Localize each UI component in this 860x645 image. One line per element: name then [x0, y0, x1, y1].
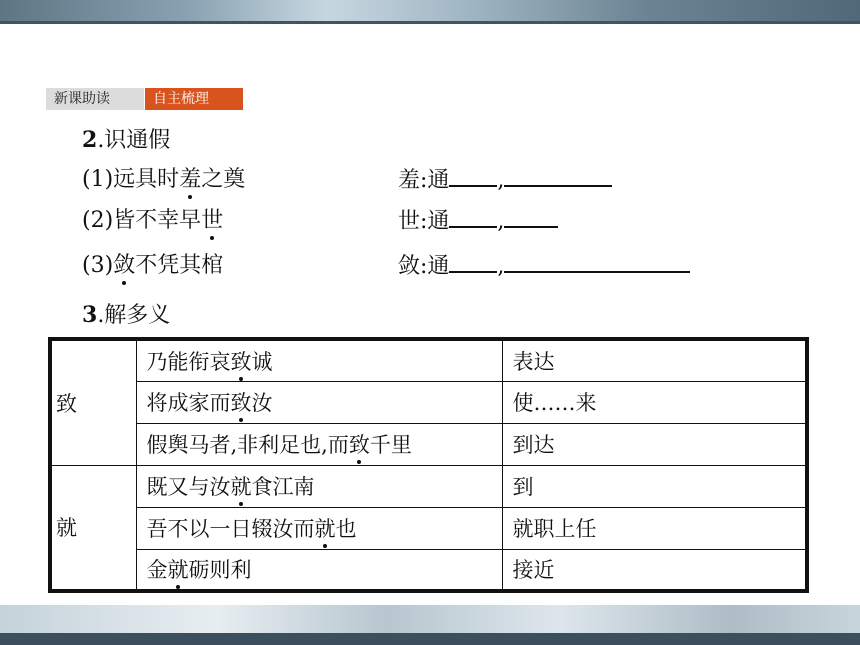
top-decorative-bar — [0, 0, 860, 24]
meaning-cell: 接近 — [502, 549, 807, 591]
tag-new-lesson-guide: 新课助读 — [46, 88, 144, 110]
tongjia-answer-2: 世:通 , — [398, 208, 558, 235]
example-sentence: 乃能衔哀致诚 — [136, 339, 502, 381]
meaning-cell: 就职上任 — [502, 507, 807, 549]
polysemy-word: 就 — [50, 465, 136, 591]
tag-self-study: 自主梳理 — [145, 88, 243, 110]
example-sentence: 金就砺则利 — [136, 549, 502, 591]
meaning-cell: 到 — [502, 465, 807, 507]
tongjia-item-3: (3)敛不凭其棺 — [82, 253, 224, 278]
polysemy-table — [48, 337, 809, 593]
section-3-heading: 3.解多义 — [82, 302, 171, 328]
example-sentence: 吾不以一日辍汝而就也 — [136, 507, 502, 549]
table-row — [50, 423, 807, 465]
meaning-cell: 表达 — [502, 339, 807, 381]
example-sentence: 将成家而致汝 — [136, 381, 502, 423]
table-row — [50, 339, 807, 381]
example-sentence: 假舆马者,非利足也,而致千里 — [136, 423, 502, 465]
table-row — [50, 381, 807, 423]
answer-blank[interactable] — [504, 167, 612, 187]
table-row — [50, 549, 807, 591]
section-2-heading: 2.识通假 — [82, 127, 171, 153]
bottom-decorative-bar — [0, 605, 860, 645]
answer-blank[interactable] — [504, 208, 558, 228]
answer-blank[interactable] — [449, 208, 497, 228]
table-row — [50, 507, 807, 549]
example-sentence: 既又与汝就食江南 — [136, 465, 502, 507]
polysemy-word: 致 — [50, 339, 136, 465]
tongjia-answer-1: 羞:通 , — [398, 167, 612, 194]
answer-blank[interactable] — [449, 167, 497, 187]
tongjia-item-1: (1)远具时羞之奠 — [82, 167, 246, 192]
answer-blank[interactable] — [504, 253, 690, 273]
meaning-cell: 到达 — [502, 423, 807, 465]
tongjia-answer-3: 敛:通 , — [398, 253, 690, 280]
answer-blank[interactable] — [449, 253, 497, 273]
tongjia-item-2: (2)皆不幸早世 — [82, 208, 224, 233]
table-row — [50, 465, 807, 507]
meaning-cell: 使……来 — [502, 381, 807, 423]
